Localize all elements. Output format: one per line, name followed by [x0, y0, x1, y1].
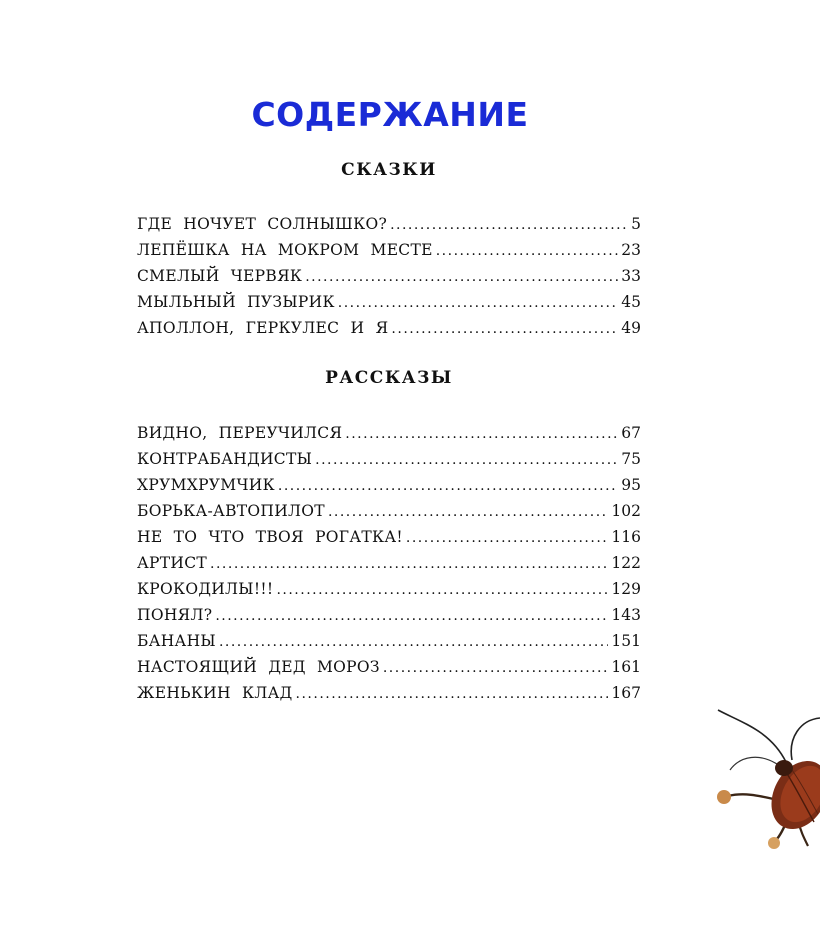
- toc-entry-title: АПОЛЛОН, ГЕРКУЛЕС И Я: [137, 319, 389, 337]
- beetle-antenna: [730, 757, 780, 770]
- toc-entry[interactable]: [137, 680, 641, 706]
- beetle-foot: [768, 837, 780, 849]
- beetle-head: [775, 760, 793, 776]
- page-title: СОДЕРЖАНИЕ: [251, 95, 529, 134]
- toc-entry-title: ЖЕНЬКИН КЛАД: [137, 684, 293, 702]
- toc-entry-page: 67: [621, 424, 641, 442]
- toc-entry[interactable]: [137, 420, 641, 446]
- toc-entry[interactable]: [137, 524, 641, 550]
- toc-entry[interactable]: [137, 654, 641, 680]
- toc-entry[interactable]: [137, 602, 641, 628]
- toc-entry-title: БАНАНЫ: [137, 632, 216, 650]
- toc-entry[interactable]: [137, 315, 641, 341]
- toc-entry-title: КОНТРАБАНДИСТЫ: [137, 450, 313, 468]
- toc-entry[interactable]: [137, 211, 641, 237]
- dot-leader: [338, 290, 618, 316]
- toc-entry-title: СМЕЛЫЙ ЧЕРВЯК: [137, 267, 303, 285]
- dot-leader: [210, 551, 608, 577]
- beetle-foot: [717, 790, 731, 804]
- beetle-leg: [728, 794, 778, 800]
- toc-entry-page: 45: [621, 293, 641, 311]
- toc-entry-page: 75: [621, 450, 641, 468]
- dot-leader: [328, 499, 608, 525]
- toc-entry-page: 95: [621, 476, 641, 494]
- toc-entry-title: НЕ ТО ЧТО ТВОЯ РОГАТКА!: [137, 528, 403, 546]
- toc-entry-page: 129: [611, 580, 641, 598]
- dot-leader: [296, 681, 609, 707]
- toc-entry-page: 151: [611, 632, 641, 650]
- toc-entry-title: ГДЕ НОЧУЕТ СОЛНЫШКО?: [137, 215, 388, 233]
- toc-entry-title: ПОНЯЛ?: [137, 606, 213, 624]
- toc-entry-page: 122: [611, 554, 641, 572]
- toc-entry-page: 116: [611, 528, 641, 546]
- toc-entry-page: 33: [621, 267, 641, 285]
- toc-list-stories: [137, 420, 641, 706]
- toc-entry-title: ХРУМХРУМЧИК: [137, 476, 275, 494]
- toc-entry[interactable]: [137, 237, 641, 263]
- toc-list-fairy-tales: [137, 211, 641, 341]
- toc-entry[interactable]: [137, 289, 641, 315]
- section-heading-fairy-tales: СКАЗКИ: [341, 160, 437, 180]
- dot-leader: [315, 447, 618, 473]
- toc-entry-title: АРТИСТ: [137, 554, 208, 572]
- dot-leader: [215, 603, 608, 629]
- dot-leader: [345, 421, 618, 447]
- toc-entry[interactable]: [137, 498, 641, 524]
- dot-leader: [305, 264, 618, 290]
- toc-entry-page: 167: [611, 684, 641, 702]
- beetle-antenna: [718, 710, 786, 762]
- toc-entry-page: 161: [611, 658, 641, 676]
- toc-entry-page: 49: [621, 319, 641, 337]
- beetle-antenna: [791, 718, 820, 760]
- dot-leader: [406, 525, 609, 551]
- beetle-illustration: [700, 700, 820, 860]
- dot-leader: [436, 238, 619, 264]
- dot-leader: [278, 473, 618, 499]
- toc-entry-title: КРОКОДИЛЫ!!!: [137, 580, 274, 598]
- dot-leader: [219, 629, 608, 655]
- toc-entry[interactable]: [137, 446, 641, 472]
- toc-entry-title: БОРЬКА-АВТОПИЛОТ: [137, 502, 325, 520]
- toc-entry[interactable]: [137, 550, 641, 576]
- toc-entry[interactable]: [137, 576, 641, 602]
- dot-leader: [391, 316, 618, 342]
- toc-entry-page: 5: [631, 215, 641, 233]
- dot-leader: [383, 655, 609, 681]
- toc-entry[interactable]: [137, 472, 641, 498]
- dot-leader: [276, 577, 608, 603]
- toc-entry-title: ВИДНО, ПЕРЕУЧИЛСЯ: [137, 424, 343, 442]
- dot-leader: [390, 212, 628, 238]
- toc-entry-page: 23: [621, 241, 641, 259]
- toc-entry-title: НАСТОЯЩИЙ ДЕД МОРОЗ: [137, 658, 380, 676]
- toc-entry-title: ЛЕПЁШКА НА МОКРОМ МЕСТЕ: [137, 241, 433, 259]
- toc-entry-page: 143: [611, 606, 641, 624]
- toc-entry[interactable]: [137, 263, 641, 289]
- toc-entry[interactable]: [137, 628, 641, 654]
- toc-entry-title: МЫЛЬНЫЙ ПУЗЫРИК: [137, 293, 335, 311]
- toc-entry-page: 102: [611, 502, 641, 520]
- section-heading-stories: РАССКАЗЫ: [325, 368, 453, 388]
